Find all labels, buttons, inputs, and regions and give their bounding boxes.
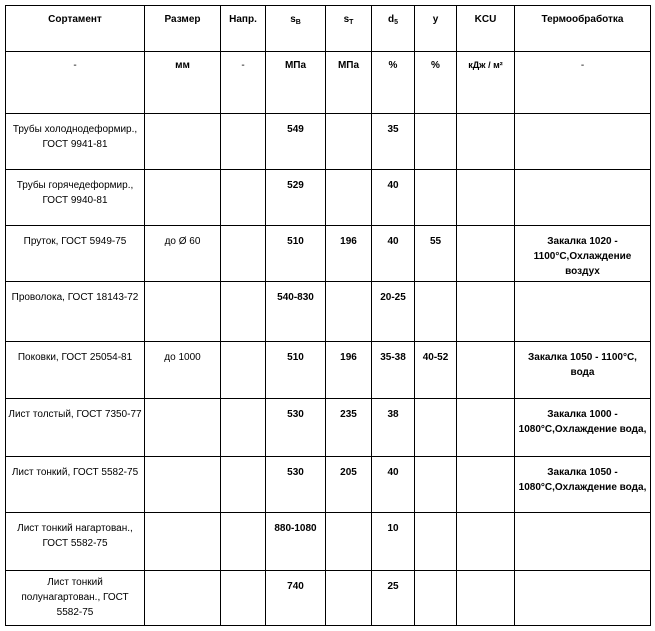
header-size: Размер xyxy=(145,6,221,52)
unit-size: мм xyxy=(145,52,221,114)
cell-heat-treatment xyxy=(515,513,651,571)
unit-heat-treatment: - xyxy=(515,52,651,114)
table-row xyxy=(6,170,651,226)
table-row xyxy=(6,571,651,626)
cell-tensile-strength: 880-1080 xyxy=(266,513,326,571)
cell-reduction xyxy=(415,170,457,226)
header-yield-strength-symbol: s xyxy=(343,14,350,25)
cell-elongation: 35 xyxy=(372,114,415,170)
header-kcu: KCU xyxy=(457,6,515,52)
cell-tensile-strength: 549 xyxy=(266,114,326,170)
properties-table xyxy=(5,5,651,626)
unit-direction: - xyxy=(221,52,266,114)
cell-elongation: 10 xyxy=(372,513,415,571)
cell-direction xyxy=(221,342,266,399)
cell-elongation: 25 xyxy=(372,571,415,626)
cell-size xyxy=(145,399,221,457)
cell-kcu xyxy=(457,399,515,457)
cell-elongation: 40 xyxy=(372,457,415,513)
cell-direction xyxy=(221,282,266,342)
cell-direction xyxy=(221,399,266,457)
cell-size xyxy=(145,282,221,342)
cell-yield-strength xyxy=(326,571,372,626)
header-tensile-strength-sub: В xyxy=(295,19,301,26)
unit-elongation: % xyxy=(372,52,415,114)
cell-size xyxy=(145,114,221,170)
header-tensile-strength xyxy=(266,6,326,52)
cell-yield-strength xyxy=(326,513,372,571)
units-row xyxy=(6,52,651,114)
cell-yield-strength: 196 xyxy=(326,342,372,399)
cell-tensile-strength: 529 xyxy=(266,170,326,226)
cell-assortment: Пруток, ГОСТ 5949-75 xyxy=(6,226,145,282)
cell-direction xyxy=(221,571,266,626)
cell-elongation: 38 xyxy=(372,399,415,457)
unit-yield-strength: МПа xyxy=(326,52,372,114)
cell-assortment: Лист тонкий, ГОСТ 5582-75 xyxy=(6,457,145,513)
header-heat-treatment: Термообработка xyxy=(515,6,651,52)
header-elongation-sub: 5 xyxy=(394,19,398,26)
header-tensile-strength-symbol: s xyxy=(290,14,296,25)
cell-direction xyxy=(221,226,266,282)
cell-assortment: Лист толстый, ГОСТ 7350-77 xyxy=(6,399,145,457)
cell-size xyxy=(145,513,221,571)
unit-tensile-strength: МПа xyxy=(266,52,326,114)
unit-kcu: кДж / м² xyxy=(457,52,515,114)
header-assortment: Сортамент xyxy=(6,6,145,52)
cell-yield-strength: 235 xyxy=(326,399,372,457)
cell-reduction xyxy=(415,282,457,342)
table-row xyxy=(6,226,651,282)
table-row xyxy=(6,399,651,457)
header-row xyxy=(6,6,651,52)
unit-assortment: - xyxy=(6,52,145,114)
unit-reduction: % xyxy=(415,52,457,114)
cell-direction xyxy=(221,114,266,170)
cell-kcu xyxy=(457,513,515,571)
cell-direction xyxy=(221,170,266,226)
cell-yield-strength: 196 xyxy=(326,226,372,282)
table-row xyxy=(6,342,651,399)
cell-kcu xyxy=(457,457,515,513)
cell-tensile-strength: 530 xyxy=(266,457,326,513)
cell-tensile-strength: 510 xyxy=(266,342,326,399)
cell-reduction xyxy=(415,399,457,457)
header-elongation xyxy=(372,6,415,52)
cell-kcu xyxy=(457,282,515,342)
cell-reduction xyxy=(415,114,457,170)
cell-assortment: Трубы холоднодеформир., ГОСТ 9941-81 xyxy=(6,114,145,170)
cell-yield-strength xyxy=(326,282,372,342)
cell-assortment: Проволока, ГОСТ 18143-72 xyxy=(6,282,145,342)
cell-direction xyxy=(221,513,266,571)
cell-elongation: 40 xyxy=(372,226,415,282)
cell-size xyxy=(145,457,221,513)
cell-heat-treatment: Закалка 1050 - 1080°С,Охлаждение вода, xyxy=(515,457,651,513)
cell-size: до Ø 60 xyxy=(145,226,221,282)
cell-elongation: 40 xyxy=(372,170,415,226)
cell-elongation: 20-25 xyxy=(372,282,415,342)
cell-assortment: Поковки, ГОСТ 25054-81 xyxy=(6,342,145,399)
cell-heat-treatment: Закалка 1000 - 1080°С,Охлаждение вода, xyxy=(515,399,651,457)
cell-tensile-strength: 540-830 xyxy=(266,282,326,342)
cell-size xyxy=(145,571,221,626)
cell-size: до 1000 xyxy=(145,342,221,399)
table-row xyxy=(6,114,651,170)
cell-yield-strength xyxy=(326,114,372,170)
cell-heat-treatment: Закалка 1020 - 1100°С,Охлаждение воздух xyxy=(515,226,651,282)
header-reduction: y xyxy=(415,6,457,52)
cell-kcu xyxy=(457,170,515,226)
header-direction: Напр. xyxy=(221,6,266,52)
cell-kcu xyxy=(457,571,515,626)
cell-reduction: 55 xyxy=(415,226,457,282)
cell-yield-strength xyxy=(326,170,372,226)
cell-size xyxy=(145,170,221,226)
cell-heat-treatment xyxy=(515,114,651,170)
cell-heat-treatment xyxy=(515,282,651,342)
cell-heat-treatment xyxy=(515,170,651,226)
cell-yield-strength: 205 xyxy=(326,457,372,513)
cell-reduction xyxy=(415,571,457,626)
table-row xyxy=(6,457,651,513)
cell-kcu xyxy=(457,342,515,399)
cell-kcu xyxy=(457,114,515,170)
cell-reduction: 40-52 xyxy=(415,342,457,399)
cell-direction xyxy=(221,457,266,513)
cell-heat-treatment xyxy=(515,571,651,626)
table-row xyxy=(6,282,651,342)
cell-assortment: Трубы горячедеформир., ГОСТ 9940-81 xyxy=(6,170,145,226)
cell-reduction xyxy=(415,513,457,571)
table-row xyxy=(6,513,651,571)
cell-elongation: 35-38 xyxy=(372,342,415,399)
header-elongation-symbol: d xyxy=(387,14,395,25)
cell-tensile-strength: 530 xyxy=(266,399,326,457)
cell-tensile-strength: 510 xyxy=(266,226,326,282)
header-yield-strength-sub: T xyxy=(349,19,354,26)
cell-kcu xyxy=(457,226,515,282)
cell-assortment: Лист тонкий полунагартован., ГОСТ 5582-75 xyxy=(6,571,145,626)
cell-tensile-strength: 740 xyxy=(266,571,326,626)
cell-heat-treatment: Закалка 1050 - 1100°С, вода xyxy=(515,342,651,399)
header-yield-strength xyxy=(326,6,372,52)
cell-reduction xyxy=(415,457,457,513)
cell-assortment: Лист тонкий нагартован., ГОСТ 5582-75 xyxy=(6,513,145,571)
